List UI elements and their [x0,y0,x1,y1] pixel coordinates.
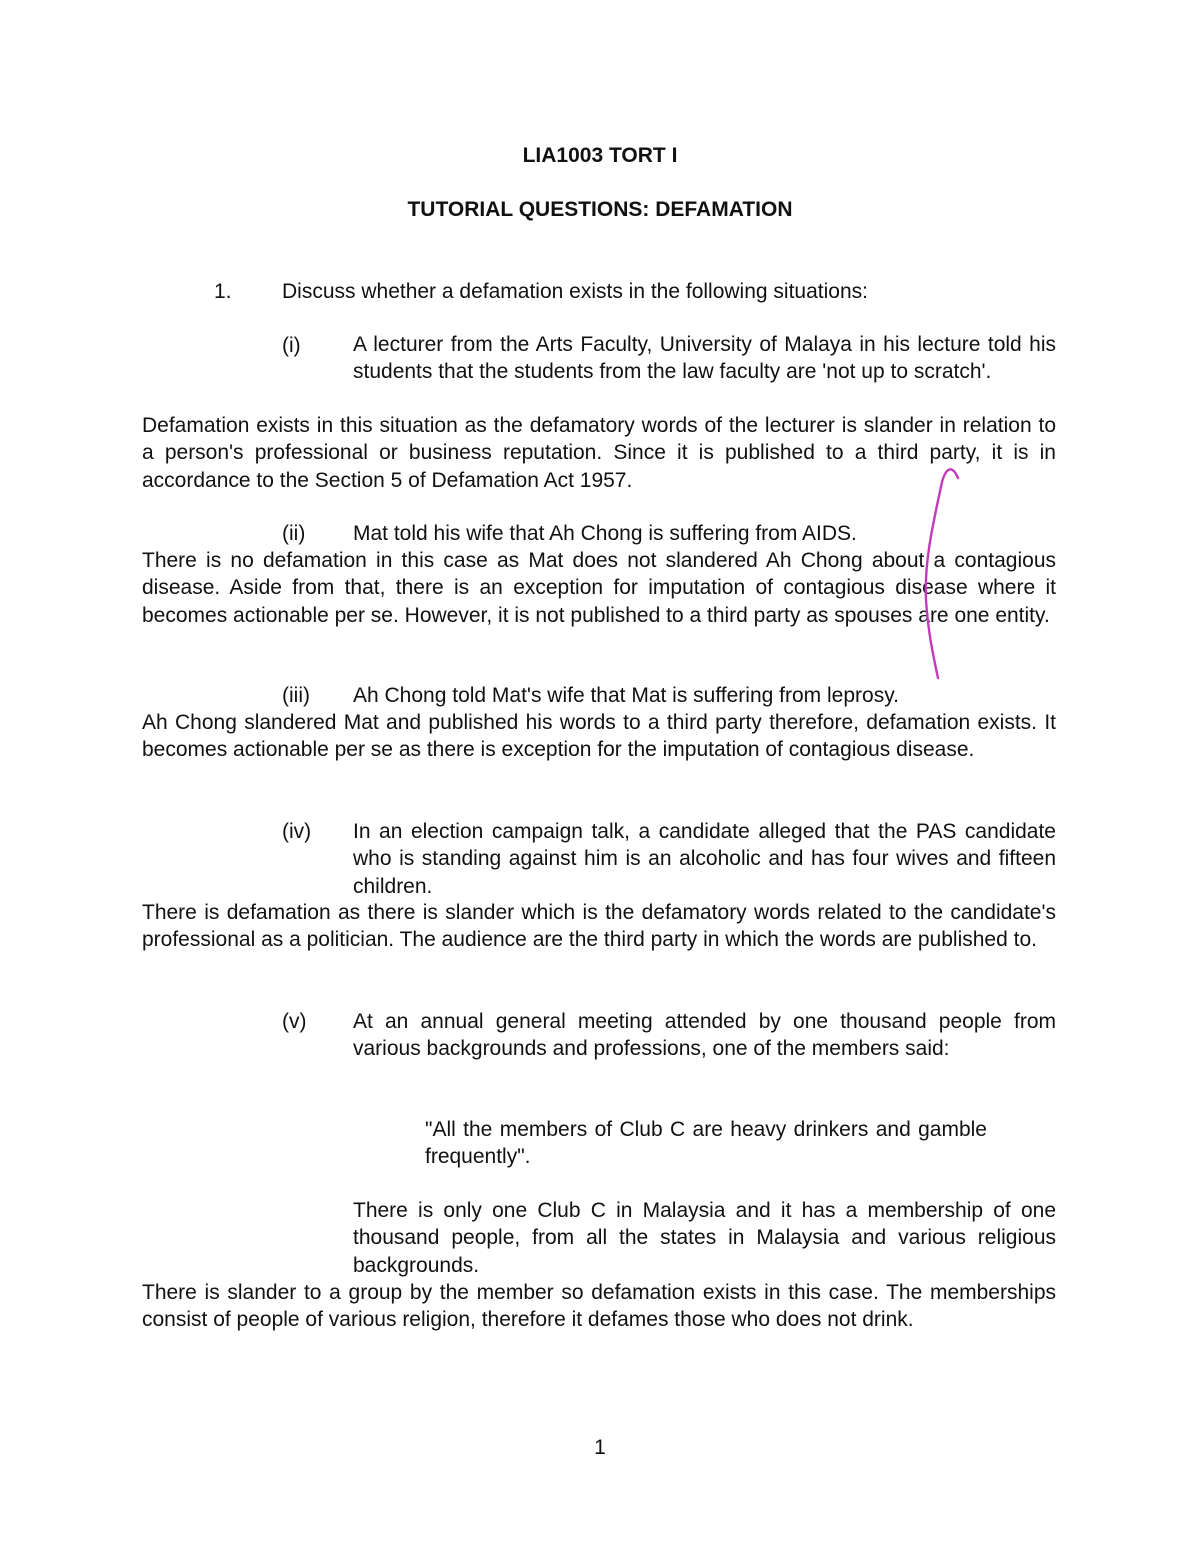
item-label-i: (i) [282,334,301,357]
handwritten-annotation-mark [900,460,970,690]
page-number: 1 [594,1436,606,1459]
item-label-iii: (iii) [282,684,310,707]
answer-iv: There is defamation as there is slander which is the defamatory words related to the candidate's professional as a politician. The audience are the third party in which the words are published to. [142,901,1056,952]
question-number: 1. [214,280,232,303]
item-text-iii: Ah Chong told Mat's wife that Mat is suffering from leprosy. [353,684,899,707]
item-followup-v: There is only one Club C in Malaysia and it has a membership of one thousand people, from all the states in Malaysia and various religious backgrounds. [353,1199,1056,1277]
item-label-v: (v) [282,1010,307,1033]
item-label-ii: (ii) [282,522,306,545]
answer-iii: Ah Chong slandered Mat and published his words to a third party therefore, defamation exists. It becomes actionable per se as there is exception for the imputation of contagious disease. [142,711,1056,762]
item-text-v: At an annual general meeting attended by one thousand people from various backgrounds and professions, one of the members said: [353,1010,1056,1061]
course-title: LIA1003 TORT I [522,144,678,167]
answer-v: There is slander to a group by the member so defamation exists in this case. The memberships consist of people of various religion, therefore it defames those who does not drink. [142,1281,1056,1332]
question-text: Discuss whether a defamation exists in the following situations: [282,280,868,303]
item-text-i: A lecturer from the Arts Faculty, University of Malaya in his lecture told his students that the students from the law faculty are 'not up to scratch'. [353,333,1056,384]
document-subtitle: TUTORIAL QUESTIONS: DEFAMATION [407,198,793,221]
item-text-ii: Mat told his wife that Ah Chong is suffering from AIDS. [353,522,857,545]
item-text-iv: In an election campaign talk, a candidate alleged that the PAS candidate who is standing against him is an alcoholic and has four wives and fifteen children. [353,820,1056,898]
item-label-iv: (iv) [282,820,312,843]
answer-i: Defamation exists in this situation as the defamatory words of the lecturer is slander in relation to a person's professional or business reputation. Since it is published to a third party, it is in accordance to the Section 5 of Defamation Act 1957. [142,414,1056,492]
quoted-statement: "All the members of Club C are heavy drinkers and gamble frequently". [425,1118,987,1169]
answer-ii: There is no defamation in this case as Mat does not slandered Ah Chong about a contagious disease. Aside from that, there is an exception for imputation of contagious disease where it becomes actionable per se. However, it is not published to a third party as spouses are one entity. [142,549,1056,627]
